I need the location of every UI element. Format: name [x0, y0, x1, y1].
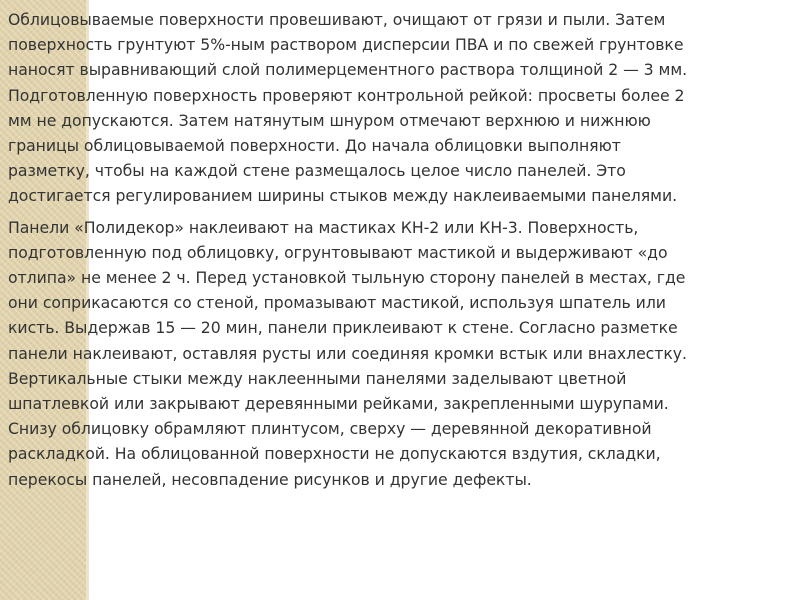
slide-text-body	[8, 7, 788, 498]
paragraph-panel-installation: Панели «Полидекор» наклеивают на мастиках КН-2 или КН-3. Поверхность, подготовленную под облицовку, огрунтовывают мастикой и выдерживают «до отлипа» не менее 2 ч. Перед установкой тыльную сторону панелей в местах, где они соприкасаются со стеной, промазывают мастикой, используя шпатель или кисть. Выдержав 15 — 20 мин, панели приклеивают к стене. Согласно разметке панели наклеивают, оставляя русты или соединяя кромки встык или внахлестку. Вертикальные стыки между наклеенными панелями заделывают цветной шпатлевкой или закрывают деревянными рейками, закрепленными шурупами. Снизу облицовку обрамляют плинтусом, сверху — деревянной декоративной раскладкой. На облицованной поверхности не допускаются вздутия, складки, перекосы панелей, несовпадение рисунков и другие дефекты.	[8, 217, 687, 489]
paragraph-surface-preparation: Облицовываемые поверхности провешивают, очищают от грязи и пыли. Затем поверхность грунтуют 5%-ным раствором дисперсии ПВА и по свежей грунтовке наносят выравнивающий слой полимерцементного раствора толщиной 2 — 3 мм. Подготовленную поверхность проверяют контрольной рейкой: просветы более 2 мм не допускаются. Затем натянутым шнуром отмечают верхнюю и нижнюю границы облицовываемой поверхности. До начала облицовки выполняют разметку, чтобы на каждой стене размещалось целое число панелей. Это достигается регулированием ширины стыков между наклеиваемыми панелями.	[8, 10, 688, 206]
